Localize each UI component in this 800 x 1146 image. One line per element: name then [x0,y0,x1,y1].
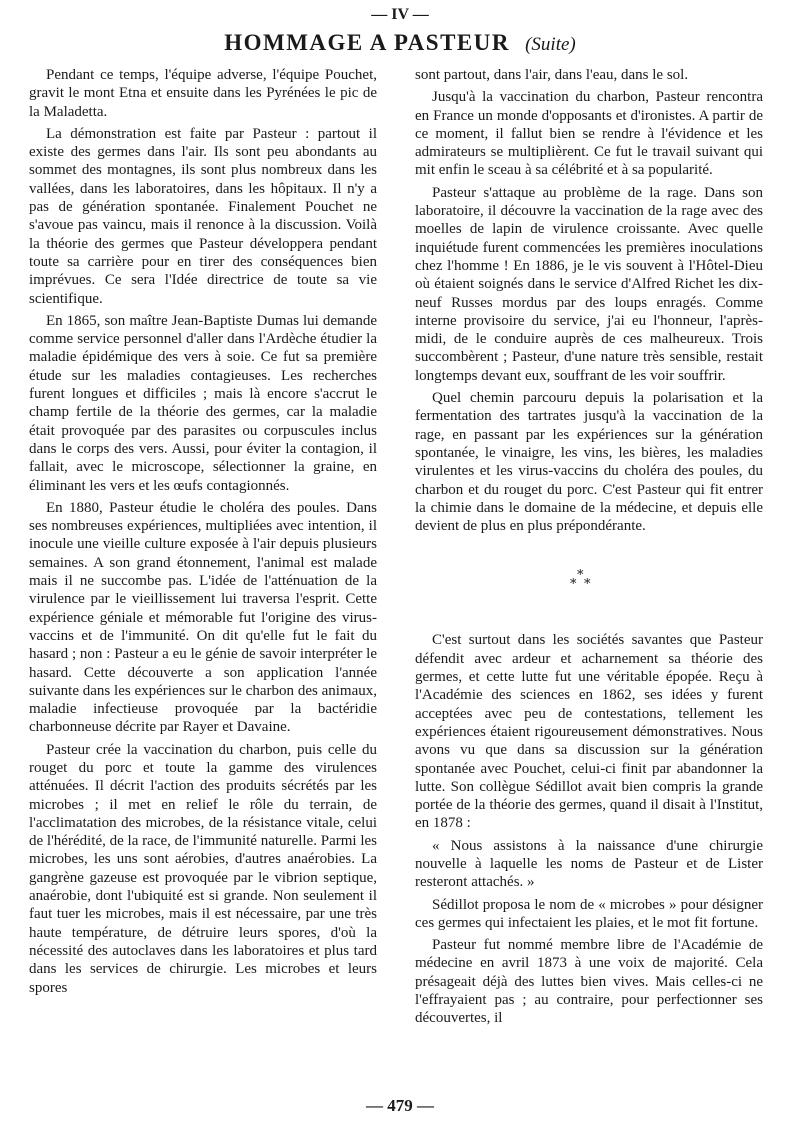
star-right: * [584,577,591,593]
separator-stars [415,545,763,607]
paragraph: En 1880, Pasteur étudie le choléra des poules. Dans ses nombreuses expériences, multipliées avec intention, il inocule une vieille culture exposée à l'air depuis plusieurs semaines. A son grand étonnement, l'animal est malade mais il ne succombe pas. L'idée de l'atténuation de la virulence par le vieillissement lui traversa l'esprit. Cette expérience géniale et mémorable fut l'origine des virus-vaccins et de l'immunité. On dit qu'elle fut le fait du hasard ; non : Pasteur a eu le génie de savoir interpréter le hasard. Cette découverte a son application l'année suivante dans les expériences sur le charbon des animaux, maladie infectieuse provoquée par la bactéridie charbonneuse décrite par Rayer et Davaine. [29,499,377,736]
paragraph: Jusqu'à la vaccination du charbon, Pasteur rencontra en France un monde d'opposants et d'ironistes. A partir de ce moment, il fallut bien se rendre à l'évidence et les admirateurs se multiplièrent. Ce fut le travail suivant qui mit enfin le sceau à sa célébrité et à sa popularité. [415,89,763,179]
left-column [29,66,377,1001]
paragraph: sont partout, dans l'air, dans l'eau, dans le sol. [415,67,689,83]
article-title [0,30,800,56]
page-number-bottom: — 479 — [366,1096,434,1115]
paragraph: Sédillot proposa le nom de « microbes » pour désigner ces germes qui infectaient les plaies, et le mot fit fortune. [415,896,763,931]
right-column-top [415,66,763,535]
paragraph: « Nous assistons à la naissance d'une chirurgie nouvelle à laquelle les noms de Pasteur et de Lister resteront attachés. » [415,837,763,891]
paragraph: La démonstration est faite par Pasteur : partout il existe des germes dans l'air. Ils sont peu abondants au sommet des montagnes, ils sont plus nombreux dans les vallées, dans les laboratoires, dans les hôpitaux. Il n'y a pas de génération spontanée. Finalement Pouchet ne s'avoue pas vaincu, mais il renonce à la discussion. Voilà la théorie des germes que Pasteur développera pendant toute sa carrière pour en tirer des conséquences bien imprévues. Ce sera l'Idée directrice de toute sa vie scientifique. [29,125,377,307]
paragraph: Pendant ce temps, l'équipe adverse, l'équipe Pouchet, gravit le mont Etna et ensuite dans les Pyrénées le pic de la Maladetta. [29,67,377,120]
title-suffix: (Suite) [525,34,576,55]
paragraph: Pasteur crée la vaccination du charbon, puis celle du rouget du porc et toute la gamme des virulences atténuées. Il décrit l'action des produits sécrétés par les microbes ; il met en relief le rôle du terrain, de l'acclimatation des microbes, de la résistance vitale, celui de l'hérédité, de la race, de l'immunité naturelle. Parmi les microbes, les uns sont aérobies, d'autres anaérobies. La gangrène gazeuse est provoquée par le vibrion septique, anaérobie, dont l'ubiquité est si grande. Non seulement il faut tuer les microbes, mais il est nécessaire, par une très haute température, de détruire leurs spores, d'où la nécessité des autoclaves dans les laboratoires et plus tard dans les services de chirurgie. Les microbes et leurs spores [29,741,377,996]
star-top: * [577,568,584,584]
paragraph: Pasteur s'attaque au problème de la rage. Dans son laboratoire, il découvre la vaccination de la rage avec des moelles de lapin de virulence croissante. Avec quelle inquiétude furent commencées les premières inoculations chez l'homme ! En 1886, je le vis souvent à l'Hôtel-Dieu où étaient soignés dans le service d'Alfred Richet les dix-neuf Russes mordus par des loups enragés. Comme interne provisoire du service, j'ai eu l'honneur, l'après-midi, de le conduire auprès de ces malheureux. Trois succombèrent ; Pasteur, d'une nature très sensible, restait longtemps devant eux, souffrant de les voir souffrir. [415,184,763,384]
right-column-bottom [415,631,763,1027]
page-number-roman: — IV — [371,6,429,23]
paragraph: Quel chemin parcouru depuis la polarisation et la fermentation des tartrates jusqu'à la vaccination de la rage, en passant par les expériences sur la génération spontanée, le vinaigre, les vins, les bières, les maladies virulentes et les virus-vaccins du choléra des poules, du charbon et du rouget du porc. C'est Pasteur qui fit entrer la chimie dans le domaine de la médecine, et depuis elle devient de plus en plus prépondérante. [415,390,763,535]
paragraph: En 1865, son maître Jean-Baptiste Dumas lui demande comme service personnel d'aller dans l'Ardèche étudier la maladie épidémique des vers à soie. Ce fut sa première étude sur les maladies contagieuses. Les recherches furent longues et difficiles ; mais là encore s'accrut le champ fertile de la théorie des germes, car la maladie était provoquée par des parasites ou corpuscules inclus dans le corps des vers. Aussi, pour éviter la contagion, il fallait, avec le microscope, sélectionner la graine, en éliminant les vers et les œufs contagionnés. [29,312,377,494]
paragraph: C'est surtout dans les sociétés savantes que Pasteur défendit avec ardeur et acharnement sa théorie des germes, et cette lutte fut une véritable épopée. Reçu à l'Académie des sciences en 1862, ses idées y furent acceptées avec peu de contestations, tellement les expériences étaient rigoureusement démonstratives. Nous avons vu que dans sa discussion sur la génération spontanée avec Pouchet, celui-ci finit par abandonner la lutte. Son collègue Sédillot avait bien compris la grande portée de la théorie des germes, quand il disait à l'Institut, en 1878 : [415,632,763,832]
paragraph: Pasteur fut nommé membre libre de l'Académie de médecine en avril 1873 à une voix de majorité. Cela présageait déjà des luttes bien vives. Mais celles-ci ne l'effrayaient pas ; au contraire, pour perfectionner ses découvertes, il [415,937,763,1027]
right-column [415,66,763,1032]
title-text: HOMMAGE A PASTEUR [224,30,510,55]
star-left: * [570,577,577,593]
